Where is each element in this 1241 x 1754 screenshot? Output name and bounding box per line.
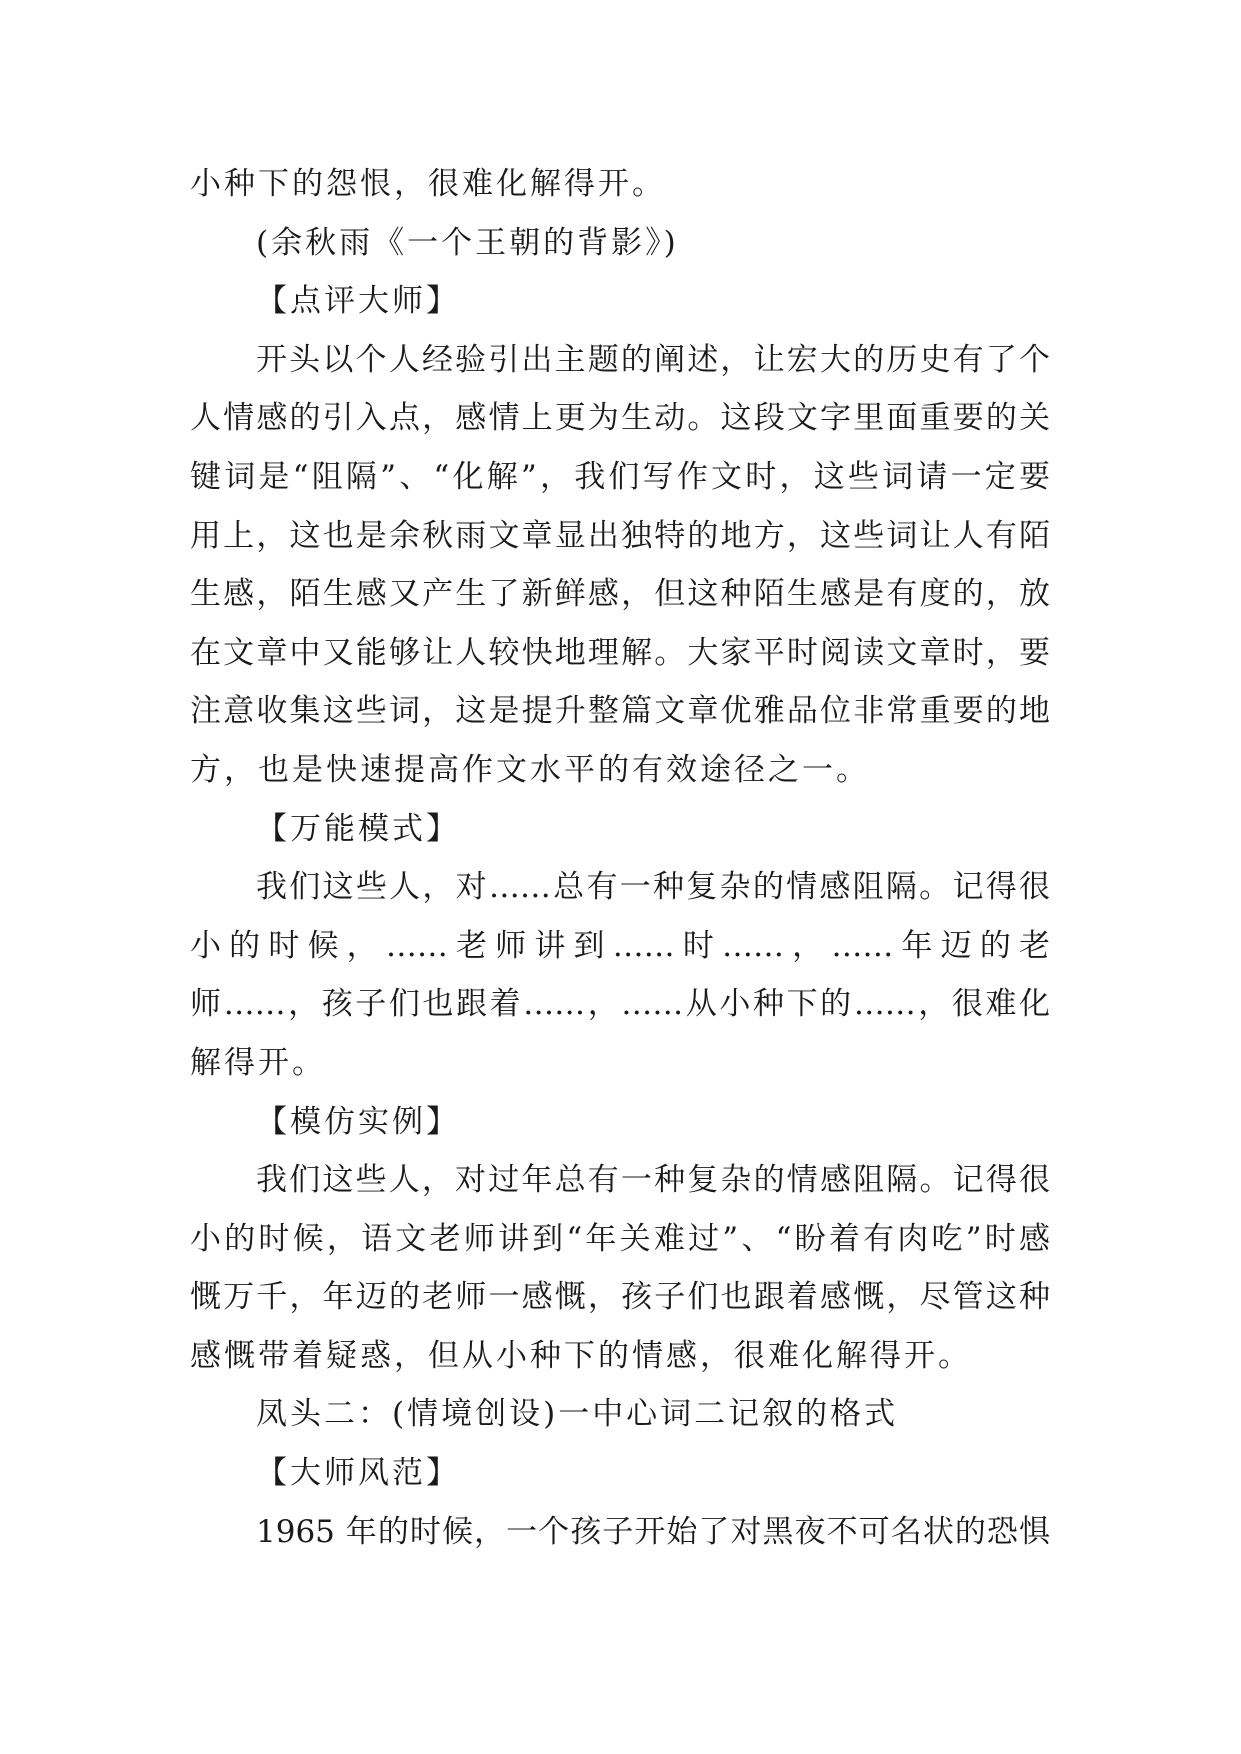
paragraph-line: 生感，陌生感又产生了新鲜感，但这种陌生感是有度的，放 [190,576,1050,613]
section-heading-template: 【万能模式】 [256,810,460,847]
paragraph-line: 人情感的引入点，感情上更为生动。这段文字里面重要的关 [190,400,1050,437]
paragraph-line: 我们这些人，对过年总有一种复杂的情感阻隔。记得很 [256,1162,1050,1199]
subsection-title: 凤头二：(情境创设)一中心词二记叙的格式 [256,1396,899,1433]
paragraph-line: 我们这些人，对……总有一种复杂的情感阻隔。记得很 [256,869,1050,906]
paragraph-line: 小的时候，语文老师讲到“年关难过”、“盼着有肉吃”时感 [190,1220,1050,1257]
section-heading-example: 【模仿实例】 [256,1103,460,1140]
document-page [190,155,1050,1561]
paragraph-line: 解得开。 [190,1044,326,1081]
paragraph-line: 用上，这也是余秋雨文章显出独特的地方，这些词让人有陌 [190,517,1050,554]
section-heading-commentary: 【点评大师】 [256,283,460,320]
paragraph-line: 小种下的怨恨，很难化解得开。 [190,166,666,202]
section-heading-master: 【大师风范】 [256,1455,460,1492]
paragraph-line: 键词是“阻隔”、“化解”，我们写作文时，这些词请一定要 [190,458,1050,495]
citation-line: (余秋雨《一个王朝的背影》) [256,224,679,261]
paragraph-line: 注意收集这些词，这是提升整篇文章优雅品位非常重要的地 [190,693,1050,730]
paragraph-line: 感慨带着疑惑，但从小种下的情感，很难化解得开。 [190,1337,972,1374]
paragraph-line: 慨万千，年迈的老师一感慨，孩子们也跟着感慨，尽管这种 [190,1279,1050,1316]
paragraph-line: 在文章中又能够让人较快地理解。大家平时阅读文章时，要 [190,634,1050,671]
paragraph-line: 师……，孩子们也跟着……，……从小种下的……，很难化 [190,986,1050,1023]
paragraph-line: 小的时候，……老师讲到……时……，……年迈的老 [190,927,1050,964]
paragraph-line: 方，也是快速提高作文水平的有效途径之一。 [190,751,870,788]
paragraph-line: 1965 年的时候，一个孩子开始了对黑夜不可名状的恐惧 [256,1513,1050,1550]
paragraph-line: 开头以个人经验引出主题的阐述，让宏大的历史有了个 [256,341,1050,378]
